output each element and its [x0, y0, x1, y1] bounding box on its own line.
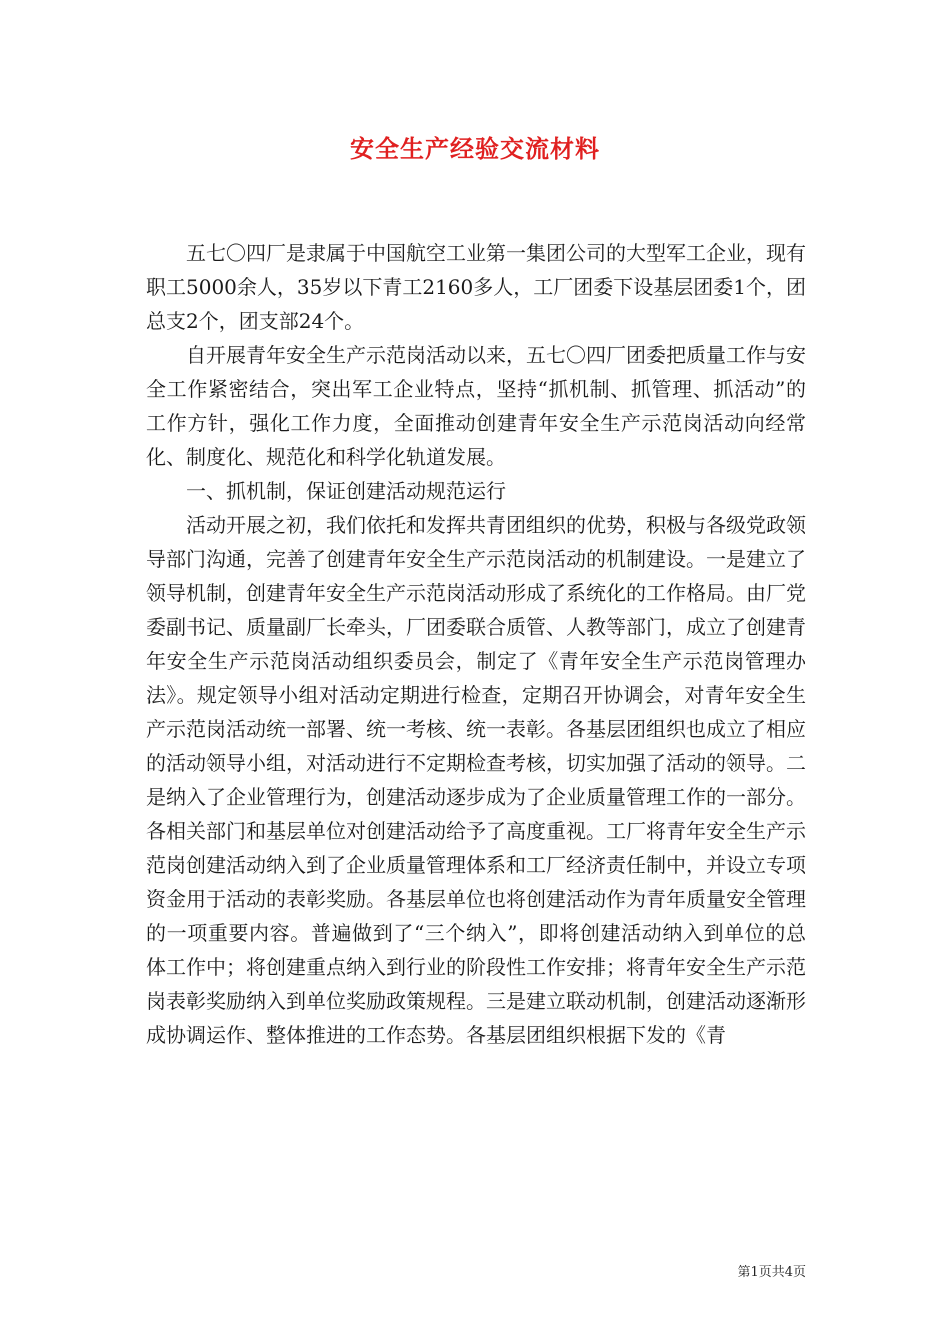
document-body: [146, 236, 806, 1052]
paragraph-overview: 自开展青年安全生产示范岗活动以来，五七〇四厂团委把质量工作与安全工作紧密结合，突出军工企业特点，坚持“抓机制、抓管理、抓活动”的工作方针，强化工作力度，全面推动创建青年安全生产示范岗活动向经常化、制度化、规范化和科学化轨道发展。: [146, 343, 806, 469]
paragraph-intro: 五七〇四厂是隶属于中国航空工业第一集团公司的大型军工企业，现有职工5000余人，35岁以下青工2160多人，工厂团委下设基层团委1个，团总支2个，团支部24个。: [146, 241, 806, 333]
section-heading-1: 一、抓机制，保证创建活动规范运行: [186, 479, 506, 503]
paragraph-mechanism: 活动开展之初，我们依托和发挥共青团组织的优势，积极与各级党政领导部门沟通，完善了创建青年安全生产示范岗活动的机制建设。一是建立了领导机制，创建青年安全生产示范岗活动形成了系统化的工作格局。由厂党委副书记、质量副厂长牵头，厂团委联合质管、人教等部门，成立了创建青年安全生产示范岗活动组织委员会，制定了《青年安全生产示范岗管理办法》。规定领导小组对活动定期进行检查，定期召开协调会，对青年安全生产示范岗活动统一部署、统一考核、统一表彰。各基层团组织也成立了相应的活动领导小组，对活动进行不定期检查考核，切实加强了活动的领导。二是纳入了企业管理行为，创建活动逐步成为了企业质量管理工作的一部分。各相关部门和基层单位对创建活动给予了高度重视。工厂将青年安全生产示范岗创建活动纳入到了企业质量管理体系和工厂经济责任制中，并设立专项资金用于活动的表彰奖励。各基层单位也将创建活动作为青年质量安全管理的一项重要内容。普遍做到了“三个纳入”，即将创建活动纳入到单位的总体工作中；将创建重点纳入到行业的阶段性工作安排；将青年安全生产示范岗表彰奖励纳入到单位奖励政策规程。三是建立联动机制，创建活动逐渐形成协调运作、整体推进的工作态势。各基层团组织根据下发的《青: [146, 513, 806, 1047]
document-title: 安全生产经验交流材料: [350, 134, 600, 163]
page-number: [737, 1264, 806, 1282]
page-number-label: 第1页共4页: [737, 1265, 806, 1280]
